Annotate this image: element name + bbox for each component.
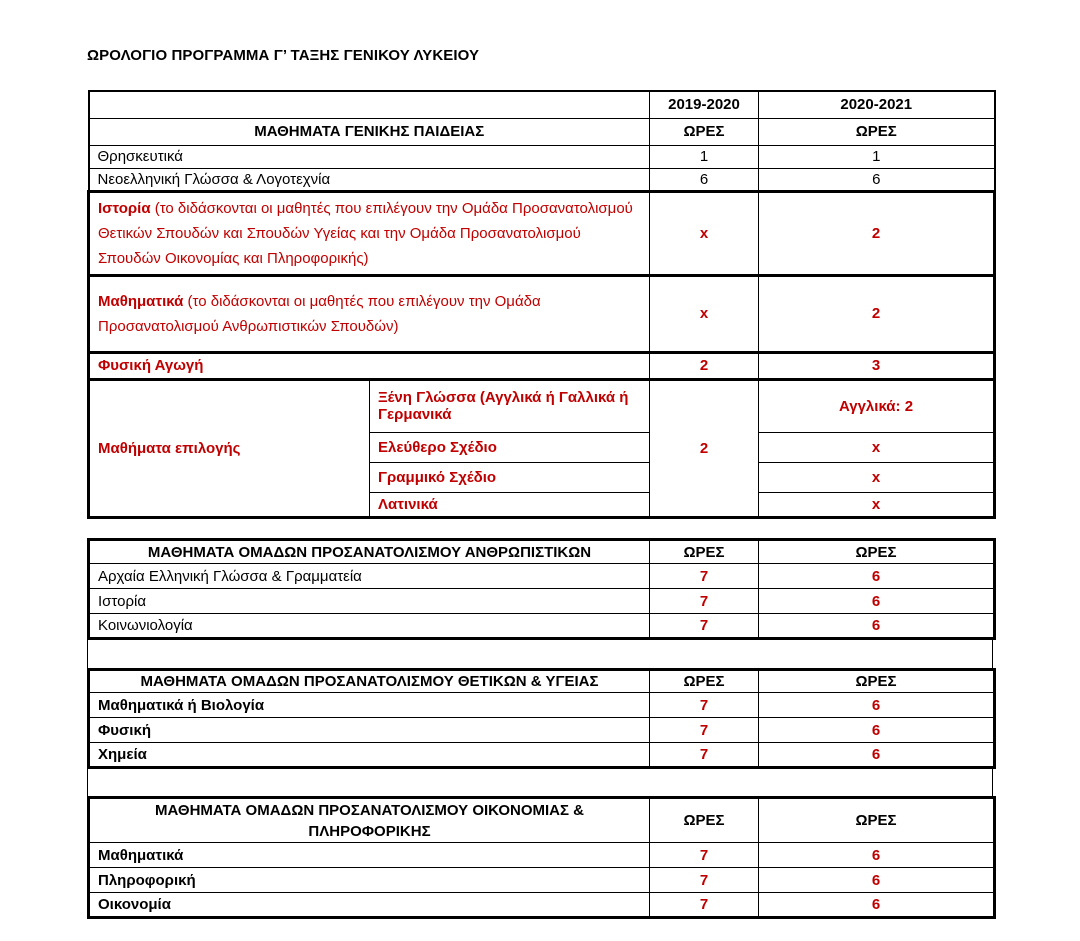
table-row (89, 564, 995, 589)
subject-label: Πληροφορική (89, 868, 650, 893)
hours-2019: x (650, 191, 759, 275)
hours-2019: 7 (650, 693, 759, 718)
hours-2020: 6 (759, 564, 995, 589)
subject-note: (το διδάσκονται οι μαθητές που επιλέγουν την Ομάδα Προσανατολισμού Θετικών Σπουδών και Σπουδών Υγείας και την Ομάδα Προσανατολισμού Σπουδών Οικονομίας και Πληροφορικής) (98, 199, 633, 267)
hours-2019: 7 (650, 893, 759, 918)
orientation-sections (87, 538, 996, 919)
hours-2020: 6 (759, 843, 995, 868)
table-row (89, 589, 995, 614)
section-header-row (89, 670, 995, 693)
elective-hours-2020: x (759, 492, 995, 517)
hours-2020: 6 (759, 743, 995, 768)
humanities-table (87, 538, 996, 640)
table-row (89, 893, 995, 918)
hours-2019: 7 (650, 743, 759, 768)
science-health-table (87, 668, 996, 769)
hours-2019: 1 (650, 145, 759, 168)
subject-label (89, 191, 650, 275)
table-row (89, 743, 995, 768)
hours-2020: 6 (759, 614, 995, 639)
section-header-row (89, 798, 995, 843)
hours-2019: 7 (650, 589, 759, 614)
math-highlight-row (89, 275, 995, 352)
table-row (89, 843, 995, 868)
table-row (89, 145, 995, 168)
section-header-row (89, 540, 995, 564)
elective-option: Γραμμικό Σχέδιο (370, 462, 650, 492)
physical-education-row (89, 352, 995, 379)
hours-header-2020: ΩΡΕΣ (759, 670, 995, 693)
hours-2020: 3 (759, 352, 995, 379)
economics-informatics-table (87, 796, 996, 919)
humanities-header: ΜΑΘΗΜΑΤΑ ΟΜΑΔΩΝ ΠΡΟΣΑΝΑΤΟΛΙΣΜΟΥ ΑΝΘΡΩΠΙΣΤΙΚΩΝ (89, 540, 650, 564)
electives-label: Μαθήματα επιλογής (89, 379, 370, 517)
year-header-row (89, 91, 995, 118)
hours-2020: 6 (759, 868, 995, 893)
economics-informatics-header: ΜΑΘΗΜΑΤΑ ΟΜΑΔΩΝ ΠΡΟΣΑΝΑΤΟΛΙΣΜΟΥ ΟΙΚΟΝΟΜΙΑΣ & ΠΛΗΡΟΦΟΡΙΚΗΣ (89, 798, 650, 843)
hours-2020: 6 (759, 718, 995, 743)
hours-2019: 7 (650, 843, 759, 868)
subject-label: Φυσική (89, 718, 650, 743)
hours-2019: 2 (650, 352, 759, 379)
hours-2020: 6 (759, 893, 995, 918)
table-row (89, 614, 995, 639)
subject-label: Νεοελληνική Γλώσσα & Λογοτεχνία (89, 168, 650, 191)
page-title: ΩΡΟΛΟΓΙΟ ΠΡΟΓΡΑΜΜΑ Γ’ ΤΑΞΗΣ ΓΕΝΙΚΟΥ ΛΥΚΕΙΟΥ (87, 47, 480, 64)
hours-2020: 6 (759, 168, 995, 191)
hours-header-2020: ΩΡΕΣ (759, 798, 995, 843)
hours-2020: 2 (759, 191, 995, 275)
elective-option: Ελεύθερο Σχέδιο (370, 432, 650, 462)
hours-header-2019: ΩΡΕΣ (650, 118, 759, 145)
hours-header-2019: ΩΡΕΣ (650, 798, 759, 843)
elective-option: Ξένη Γλώσσα (Αγγλικά ή Γαλλικά ή Γερμανικά (370, 379, 650, 432)
subject-name: Ιστορία (98, 199, 151, 217)
subject-label: Ιστορία (89, 589, 650, 614)
subject-label: Οικονομία (89, 893, 650, 918)
hours-header-2020: ΩΡΕΣ (759, 118, 995, 145)
empty-corner-cell (89, 91, 650, 118)
table-row (89, 718, 995, 743)
hours-header-2019: ΩΡΕΣ (650, 540, 759, 564)
section-spacer (87, 769, 993, 796)
history-highlight-row (89, 191, 995, 275)
hours-2019: 7 (650, 564, 759, 589)
table-row (89, 693, 995, 718)
elective-option: Λατινικά (370, 492, 650, 517)
hours-2020: 1 (759, 145, 995, 168)
subject-label: Αρχαία Ελληνική Γλώσσα & Γραμματεία (89, 564, 650, 589)
table-row (89, 168, 995, 191)
subject-label (89, 275, 650, 352)
subject-label: Χημεία (89, 743, 650, 768)
science-health-header: ΜΑΘΗΜΑΤΑ ΟΜΑΔΩΝ ΠΡΟΣΑΝΑΤΟΛΙΣΜΟΥ ΘΕΤΙΚΩΝ & ΥΓΕΙΑΣ (89, 670, 650, 693)
general-education-header: ΜΑΘΗΜΑΤΑ ΓΕΝΙΚΗΣ ΠΑΙΔΕΙΑΣ (89, 118, 650, 145)
subject-label: Θρησκευτικά (89, 145, 650, 168)
year-2020-2021: 2020-2021 (759, 91, 995, 118)
subject-label: Μαθηματικά (89, 843, 650, 868)
subject-label: Κοινωνιολογία (89, 614, 650, 639)
hours-header-2020: ΩΡΕΣ (759, 540, 995, 564)
subject-label: Μαθηματικά ή Βιολογία (89, 693, 650, 718)
hours-header-2019: ΩΡΕΣ (650, 670, 759, 693)
general-education-table (87, 90, 996, 519)
section-spacer (87, 640, 993, 668)
table-row (89, 868, 995, 893)
electives-row (89, 379, 995, 432)
hours-2019: x (650, 275, 759, 352)
elective-hours-2020: x (759, 432, 995, 462)
hours-2019: 7 (650, 718, 759, 743)
electives-hours-2019: 2 (650, 379, 759, 517)
hours-2019: 6 (650, 168, 759, 191)
elective-hours-2020: x (759, 462, 995, 492)
elective-hours-2020: Αγγλικά: 2 (759, 379, 995, 432)
hours-2019: 7 (650, 614, 759, 639)
hours-2020: 6 (759, 693, 995, 718)
subject-name: Μαθηματικά (98, 292, 184, 310)
subject-note: (το διδάσκονται οι μαθητές που επιλέγουν την Ομάδα Προσανατολισμού Ανθρωπιστικών Σπουδών) (98, 292, 541, 335)
hours-2020: 2 (759, 275, 995, 352)
hours-2020: 6 (759, 589, 995, 614)
subject-label: Φυσική Αγωγή (89, 352, 650, 379)
section-header-row (89, 118, 995, 145)
hours-2019: 7 (650, 868, 759, 893)
year-2019-2020: 2019-2020 (650, 91, 759, 118)
